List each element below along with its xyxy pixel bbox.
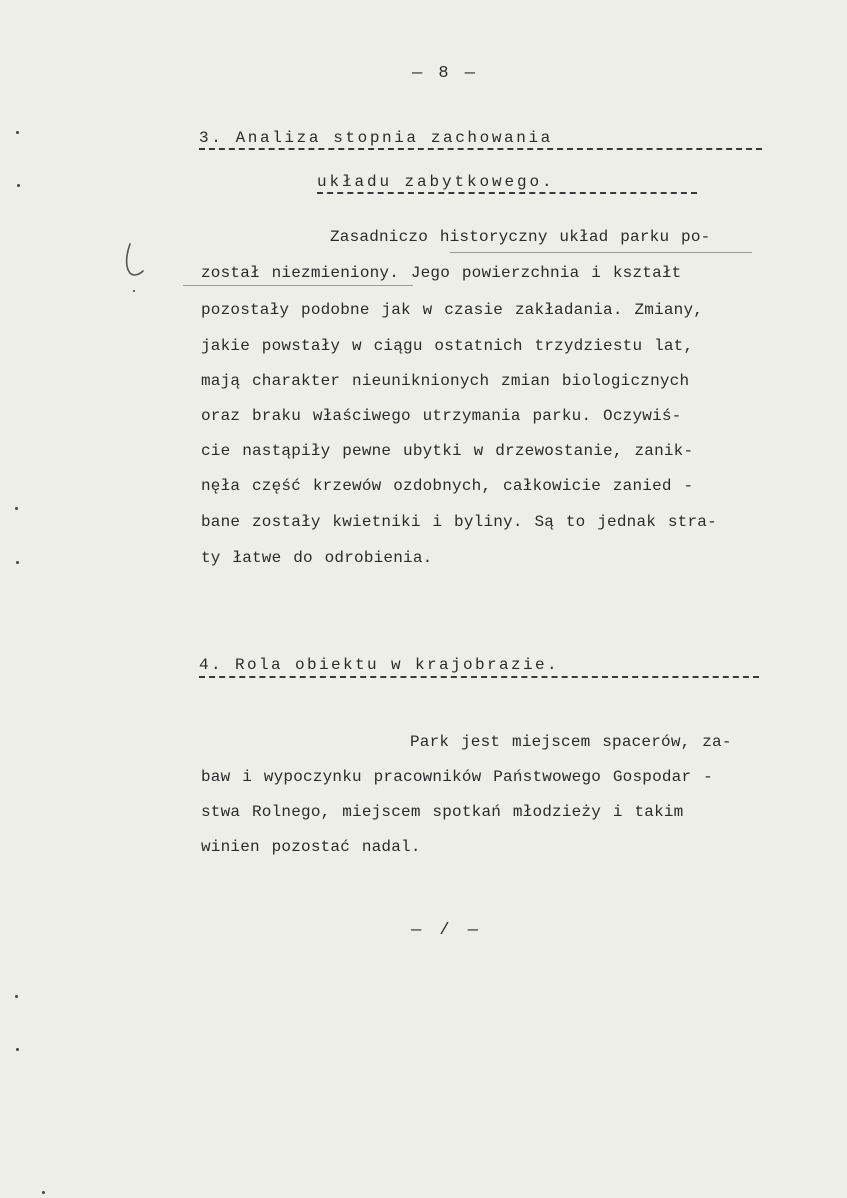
section-3-heading-line-2: układu zabytkowego.	[317, 173, 555, 191]
margin-speck	[17, 184, 20, 187]
section-4-heading: 4. Rola obiektu w krajobrazie.	[199, 656, 560, 674]
paragraph-line: cie nastąpiły pewne ubytki w drzewostanie, zanik-	[201, 442, 694, 460]
margin-speck	[16, 131, 19, 134]
paragraph-line: mają charakter nieuniknionych zmian biologicznych	[201, 372, 690, 390]
margin-speck	[133, 290, 135, 292]
margin-speck	[16, 1048, 19, 1051]
paragraph-line: baw i wypoczynku pracowników Państwowego Gospodar -	[201, 768, 713, 786]
margin-speck	[15, 995, 18, 998]
paragraph-line: winien pozostać nadal.	[201, 838, 421, 856]
paragraph-line: stwa Rolnego, miejscem spotkań młodzieży i takim	[201, 803, 684, 821]
margin-note-mark	[116, 241, 146, 281]
margin-speck	[16, 561, 19, 564]
paragraph-line: Zasadniczo historyczny układ parku po-	[330, 228, 711, 246]
heading-underline	[199, 676, 759, 678]
pencil-mark	[183, 285, 413, 286]
paragraph-line: został niezmieniony. Jego powierzchnia i kształt	[201, 264, 682, 282]
paragraph-line: oraz braku właściwego utrzymania parku. Oczywiś-	[201, 407, 682, 425]
section-3-heading-line-1: 3. Analiza stopnia zachowania	[199, 129, 553, 147]
heading-underline	[317, 192, 697, 194]
heading-underline	[199, 148, 762, 150]
paragraph-line: jakie powstały w ciągu ostatnich trzydziestu lat,	[201, 337, 694, 355]
paragraph-line: nęła część krzewów ozdobnych, całkowicie zanied -	[201, 477, 694, 495]
paragraph-line: ty łatwe do odrobienia.	[201, 549, 433, 567]
paragraph-line: bane zostały kwietniki i byliny. Są to jednak stra-	[201, 513, 717, 531]
margin-speck	[42, 1191, 45, 1194]
margin-speck	[15, 507, 18, 510]
paragraph-line: Park jest miejscem spacerów, za-	[410, 733, 732, 751]
paragraph-line: pozostały podobne jak w czasie zakładania. Zmiany,	[201, 301, 704, 319]
page-number: — 8 —	[412, 64, 479, 83]
end-mark: — / —	[411, 921, 483, 940]
pencil-mark	[450, 252, 752, 253]
